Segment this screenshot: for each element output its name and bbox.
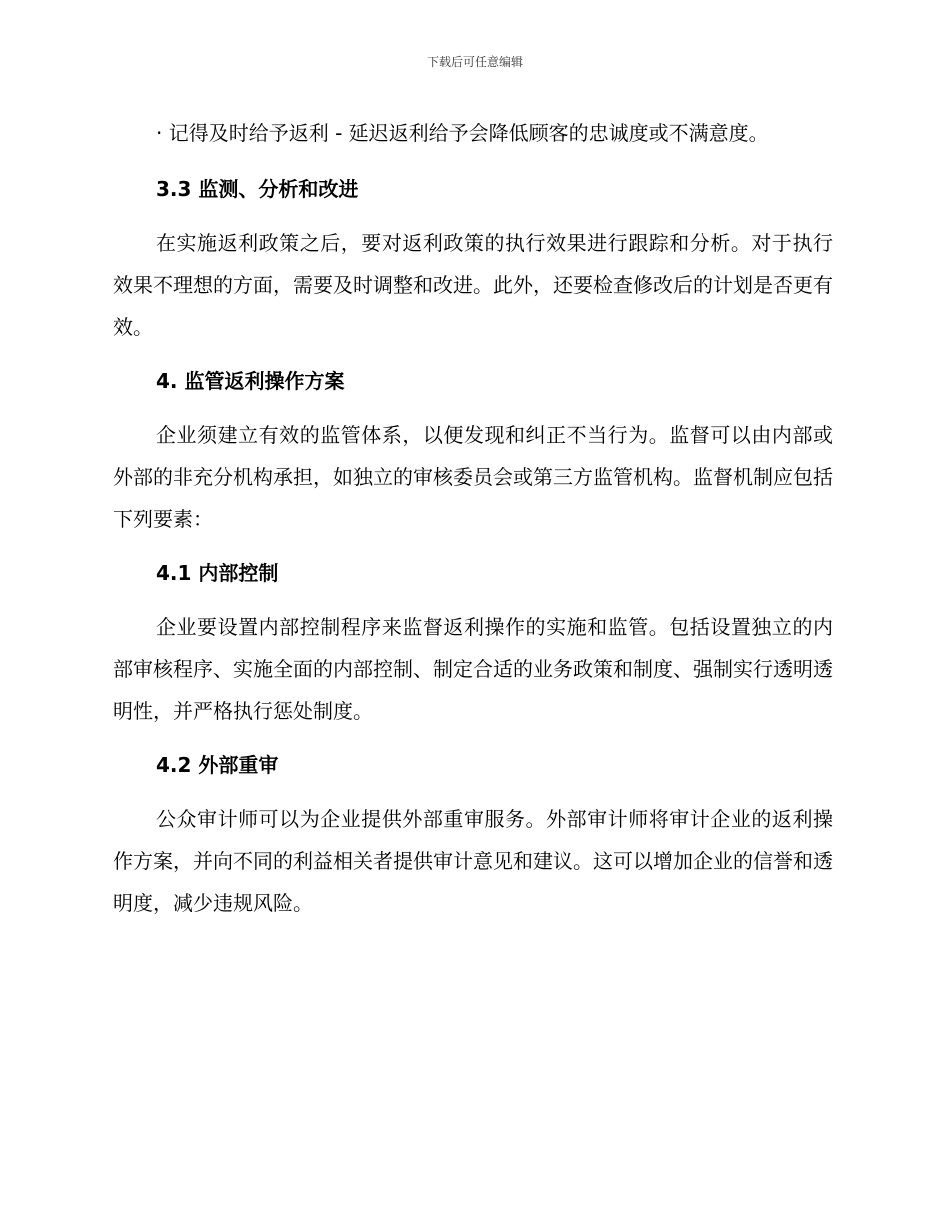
paragraph-4: 企业须建立有效的监管体系，以便发现和纠正不当行为。监督可以由内部或外部的非充分机构承担，如独立的审核委员会或第三方监管机构。监督机制应包括下列要素： <box>113 423 833 531</box>
bullet-item: · 记得及时给予返利 - 延迟返利给予会降低顾客的忠诚度或不满意度。 <box>156 121 769 145</box>
section-heading-4: 4. 监管返利操作方案 <box>156 369 345 393</box>
page-header: 下载后可任意编辑 <box>426 55 523 69</box>
paragraph-4-2: 公众审计师可以为企业提供外部重审服务。外部审计师将审计企业的返利操作方案，并向不同的利益相关者提供审计意见和建议。这可以增加企业的信誉和透明度，减少违规风险。 <box>113 807 833 915</box>
section-heading-4-1: 4.1 内部控制 <box>156 561 279 585</box>
document-body <box>113 112 833 936</box>
paragraph-4-1: 企业要设置内部控制程序来监督返利操作的实施和监管。包括设置独立的内部审核程序、实施全面的内部控制、制定合适的业务政策和制度、强制实行透明透明性，并严格执行惩处制度。 <box>113 615 833 723</box>
section-heading-4-2: 4.2 外部重审 <box>156 753 279 777</box>
paragraph-3-3: 在实施返利政策之后，要对返利政策的执行效果进行跟踪和分析。对于执行效果不理想的方面，需要及时调整和改进。此外，还要检查修改后的计划是否更有效。 <box>113 231 833 339</box>
section-heading-3-3: 3.3 监测、分析和改进 <box>156 177 359 201</box>
